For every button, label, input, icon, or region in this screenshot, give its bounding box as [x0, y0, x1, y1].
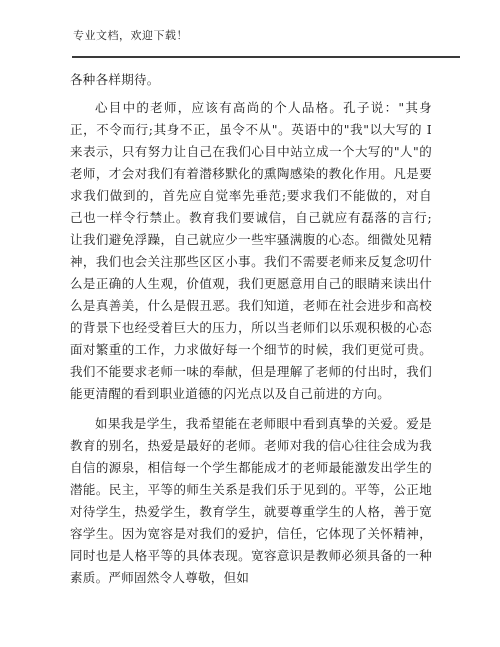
paragraph-teacher-character: 心目中的老师，应该有高尚的个人品格。孔子说："其身正，不令而行;其身不正，虽令不从"。英语中的"我"以大写的 I 来表示，只有努力让自己在我们心目中站立成一个大写的"人"的老师，才会对我们有着潜移默化的熏陶感染的教化作用。凡是要求我们做到的，首先应自觉率先垂范;要求我们不能做的，对自己也一样令行禁止。教育我们要诚信，自己就应有磊落的言行;让我们避免浮躁，自己就应少一些牢骚满腹的心态。细微处见精神，我们也会关注那些区区小事。我们不需要老师来反复念叨什么是正确的人生观，价值观，我们更愿意用自己的眼睛来读出什么是真善美，什么是假丑恶。我们知道，老师在社会进步和高校的背景下也经受着巨大的压力，所以当老师们以乐观积极的心态面对繁重的工作，力求做好每一个细节的时候，我们更觉可贵。我们不能要求老师一味的奉献，但是理解了老师的付出时，我们能更清醒的看到职业道德的闪光点以及自己前进的方向。 [70, 100, 432, 401]
header-text: 专业文档，欢迎下载！ [73, 29, 188, 42]
header-divider [72, 56, 460, 58]
document-body [70, 60, 432, 589]
paragraph-student-care: 如果我是学生，我希望能在老师眼中看到真挚的关爱。爱是教育的别名，热爱是最好的老师。老师对我的信心往往会成为我自信的源泉，相信每一个学生都能成才的老师最能激发出学生的潜能。民主，平等的师生关系是我们乐于见到的。平等，公正地对待学生，热爱学生，教育学生，就要尊重学生的人格，善于宽容学生。因为宽容是对我们的爱护，信任，它体现了关怀精神，同时也是人格平等的具体表现。宽容意识是教师必须具备的一种素质。严师固然令人尊敬，但如 [70, 416, 432, 585]
paragraph-continuation: 各种各样期待。 [70, 72, 160, 87]
